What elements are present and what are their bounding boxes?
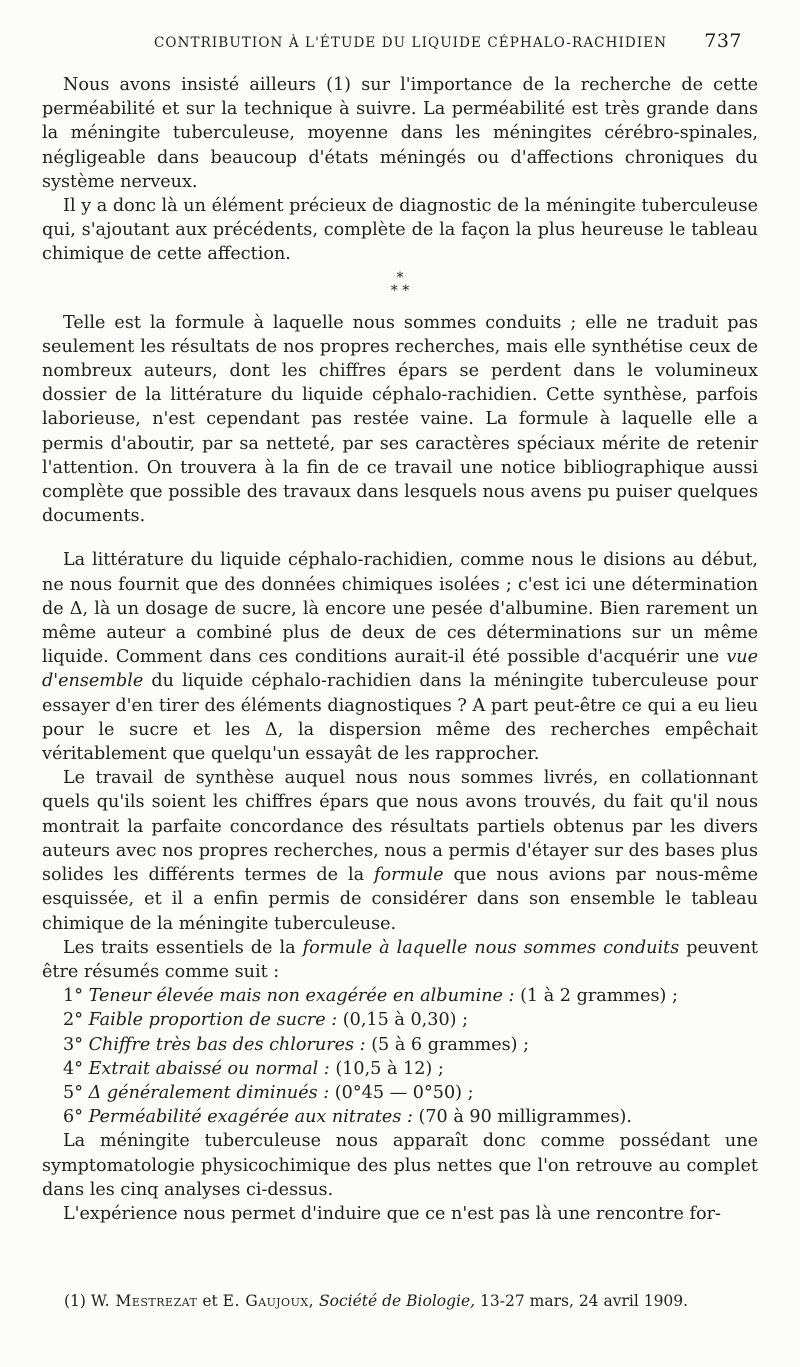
footnote: (1) W. Mestrezat et E. Gaujoux, Société de Biologie, 13-27 mars, 24 avril 1909. (64, 1292, 689, 1310)
footnote-author2: E. Gaujoux, (222, 1292, 315, 1310)
emphasis-formule: formule (373, 865, 444, 886)
list-item: 2° Faible proportion de sucre : (0,15 à 0,30) ; (63, 1010, 469, 1031)
paragraph-permeability: Nous avons insisté ailleurs (1) sur l'importance de la recherche de cette perméabilité et sur la technique à suivre. La perméabilité est très grande dans la méningite tuberculeuse, moyenne dans les méningites cérébro-spinales, négligeable dans beaucoup d'états méningés ou d'affections chroniques du système nerveux. (42, 75, 758, 192)
paragraph-experience: L'expérience nous permet d'induire que ce n'est pas là une rencontre for- (63, 1203, 721, 1224)
footnote-mark: (1) (64, 1292, 86, 1310)
paragraph-diagnostic: Il y a donc là un élément précieux de diagnostic de la méningite tuberculeuse qui, s'ajoutant aux précédents, complète de la façon la plus heureuse le tableau chimique de cette affection. (42, 196, 758, 265)
page-number: 737 (704, 30, 742, 52)
asterism-bottom: * * (390, 282, 410, 299)
emphasis-formula-title: formule à laquelle nous sommes conduits (302, 937, 680, 958)
body-text (42, 73, 758, 1226)
asterism-top: * (396, 269, 404, 286)
emphasis-vue-ensemble: vue d'ensemble (42, 647, 758, 692)
paragraph-synthesis: Le travail de synthèse auquel nous nous sommes livrés, en collationnant quels qu'ils soient les chiffres épars que nous avons trouvés, du fait qu'il nous montrait la parfaite concordance des résultats partiels obtenus par les divers auteurs avec nos propres recherches, nous a permis d'étayer sur des bases plus solides les différents termes de la formule que nous avions par nous-même esquissée, et il a enfin permis de considérer dans son ensemble le tableau chimique de la méningite tuberculeuse. (42, 768, 759, 934)
footnote-journal: Société de Biologie, (319, 1292, 476, 1310)
list-item: 3° Chiffre très bas des chlorures : (5 à 6 grammes) ; (63, 1034, 530, 1055)
paragraph-literature: La littérature du liquide céphalo-rachidien, comme nous le disions au début, ne nous fournit que des données chimiques isolées ; c'est ici une détermination de Δ, là un dosage de sucre, là encore une pesée d'albumine. Bien rarement un même auteur a combiné plus de deux de ces déterminations sur un même liquide. Comment dans ces conditions aurait-il été possible d'acquérir une vue d'ensemble du liquide céphalo-rachidien dans la méningite tuberculeuse pour essayer d'en tirer des éléments diagnostiques ? A part peut-être ce qui a eu lieu pour le sucre et les Δ, la dispersion même des recherches empêchait véritablement que quelqu'un essayât de les rapprocher. (42, 550, 758, 765)
list-item: 5° Δ généralement diminués : (0°45 — 0°50) ; (63, 1082, 474, 1103)
asterism-separator (42, 271, 758, 307)
footnote-author1: W. Mestrezat (90, 1292, 198, 1310)
paragraph-formula: Telle est la formule à laquelle nous sommes conduits ; elle ne traduit pas seulement les résultats de nos propres recherches, mais elle synthétise ceux de nombreux auteurs, dont les chiffres épars se perdent dans le volumineux dossier de la littérature du liquide céphalo-rachidien. Cette synthèse, parfois laborieuse, n'est cependant pas restée vaine. La formule à laquelle elle a permis d'aboutir, par sa netteté, par ses caractères spéciaux mérite de retenir l'attention. On trouvera à la fin de ce travail une notice bibliographique aussi complète que possible des travaux dans lesquels nous avens pu puiser quelques documents. (42, 312, 758, 527)
page-header (62, 30, 742, 64)
list-item: 4° Extrait abaissé ou normal : (10,5 à 12) ; (63, 1058, 444, 1079)
paragraph-summary-intro: Les traits essentiels de la formule à laquelle nous sommes conduits peuvent être résumés comme suit : (42, 937, 758, 982)
formula-list (42, 984, 758, 1129)
list-item: 1° Teneur élevée mais non exagérée en albumine : (1 à 2 grammes) ; (63, 986, 678, 1007)
paragraph-conclusion: La méningite tuberculeuse nous apparaît donc comme possédant une symptomatologie physicochimique des plus nettes que l'on retrouve au complet dans les cinq analyses ci-dessus. (42, 1131, 758, 1200)
list-item: 6° Perméabilité exagérée aux nitrates : (70 à 90 milligrammes). (63, 1107, 633, 1128)
running-title: CONTRIBUTION À L'ÉTUDE DU LIQUIDE CÉPHALO-RACHIDIEN (154, 35, 668, 51)
footnote-date: 13-27 mars, 24 avril 1909. (480, 1292, 689, 1310)
